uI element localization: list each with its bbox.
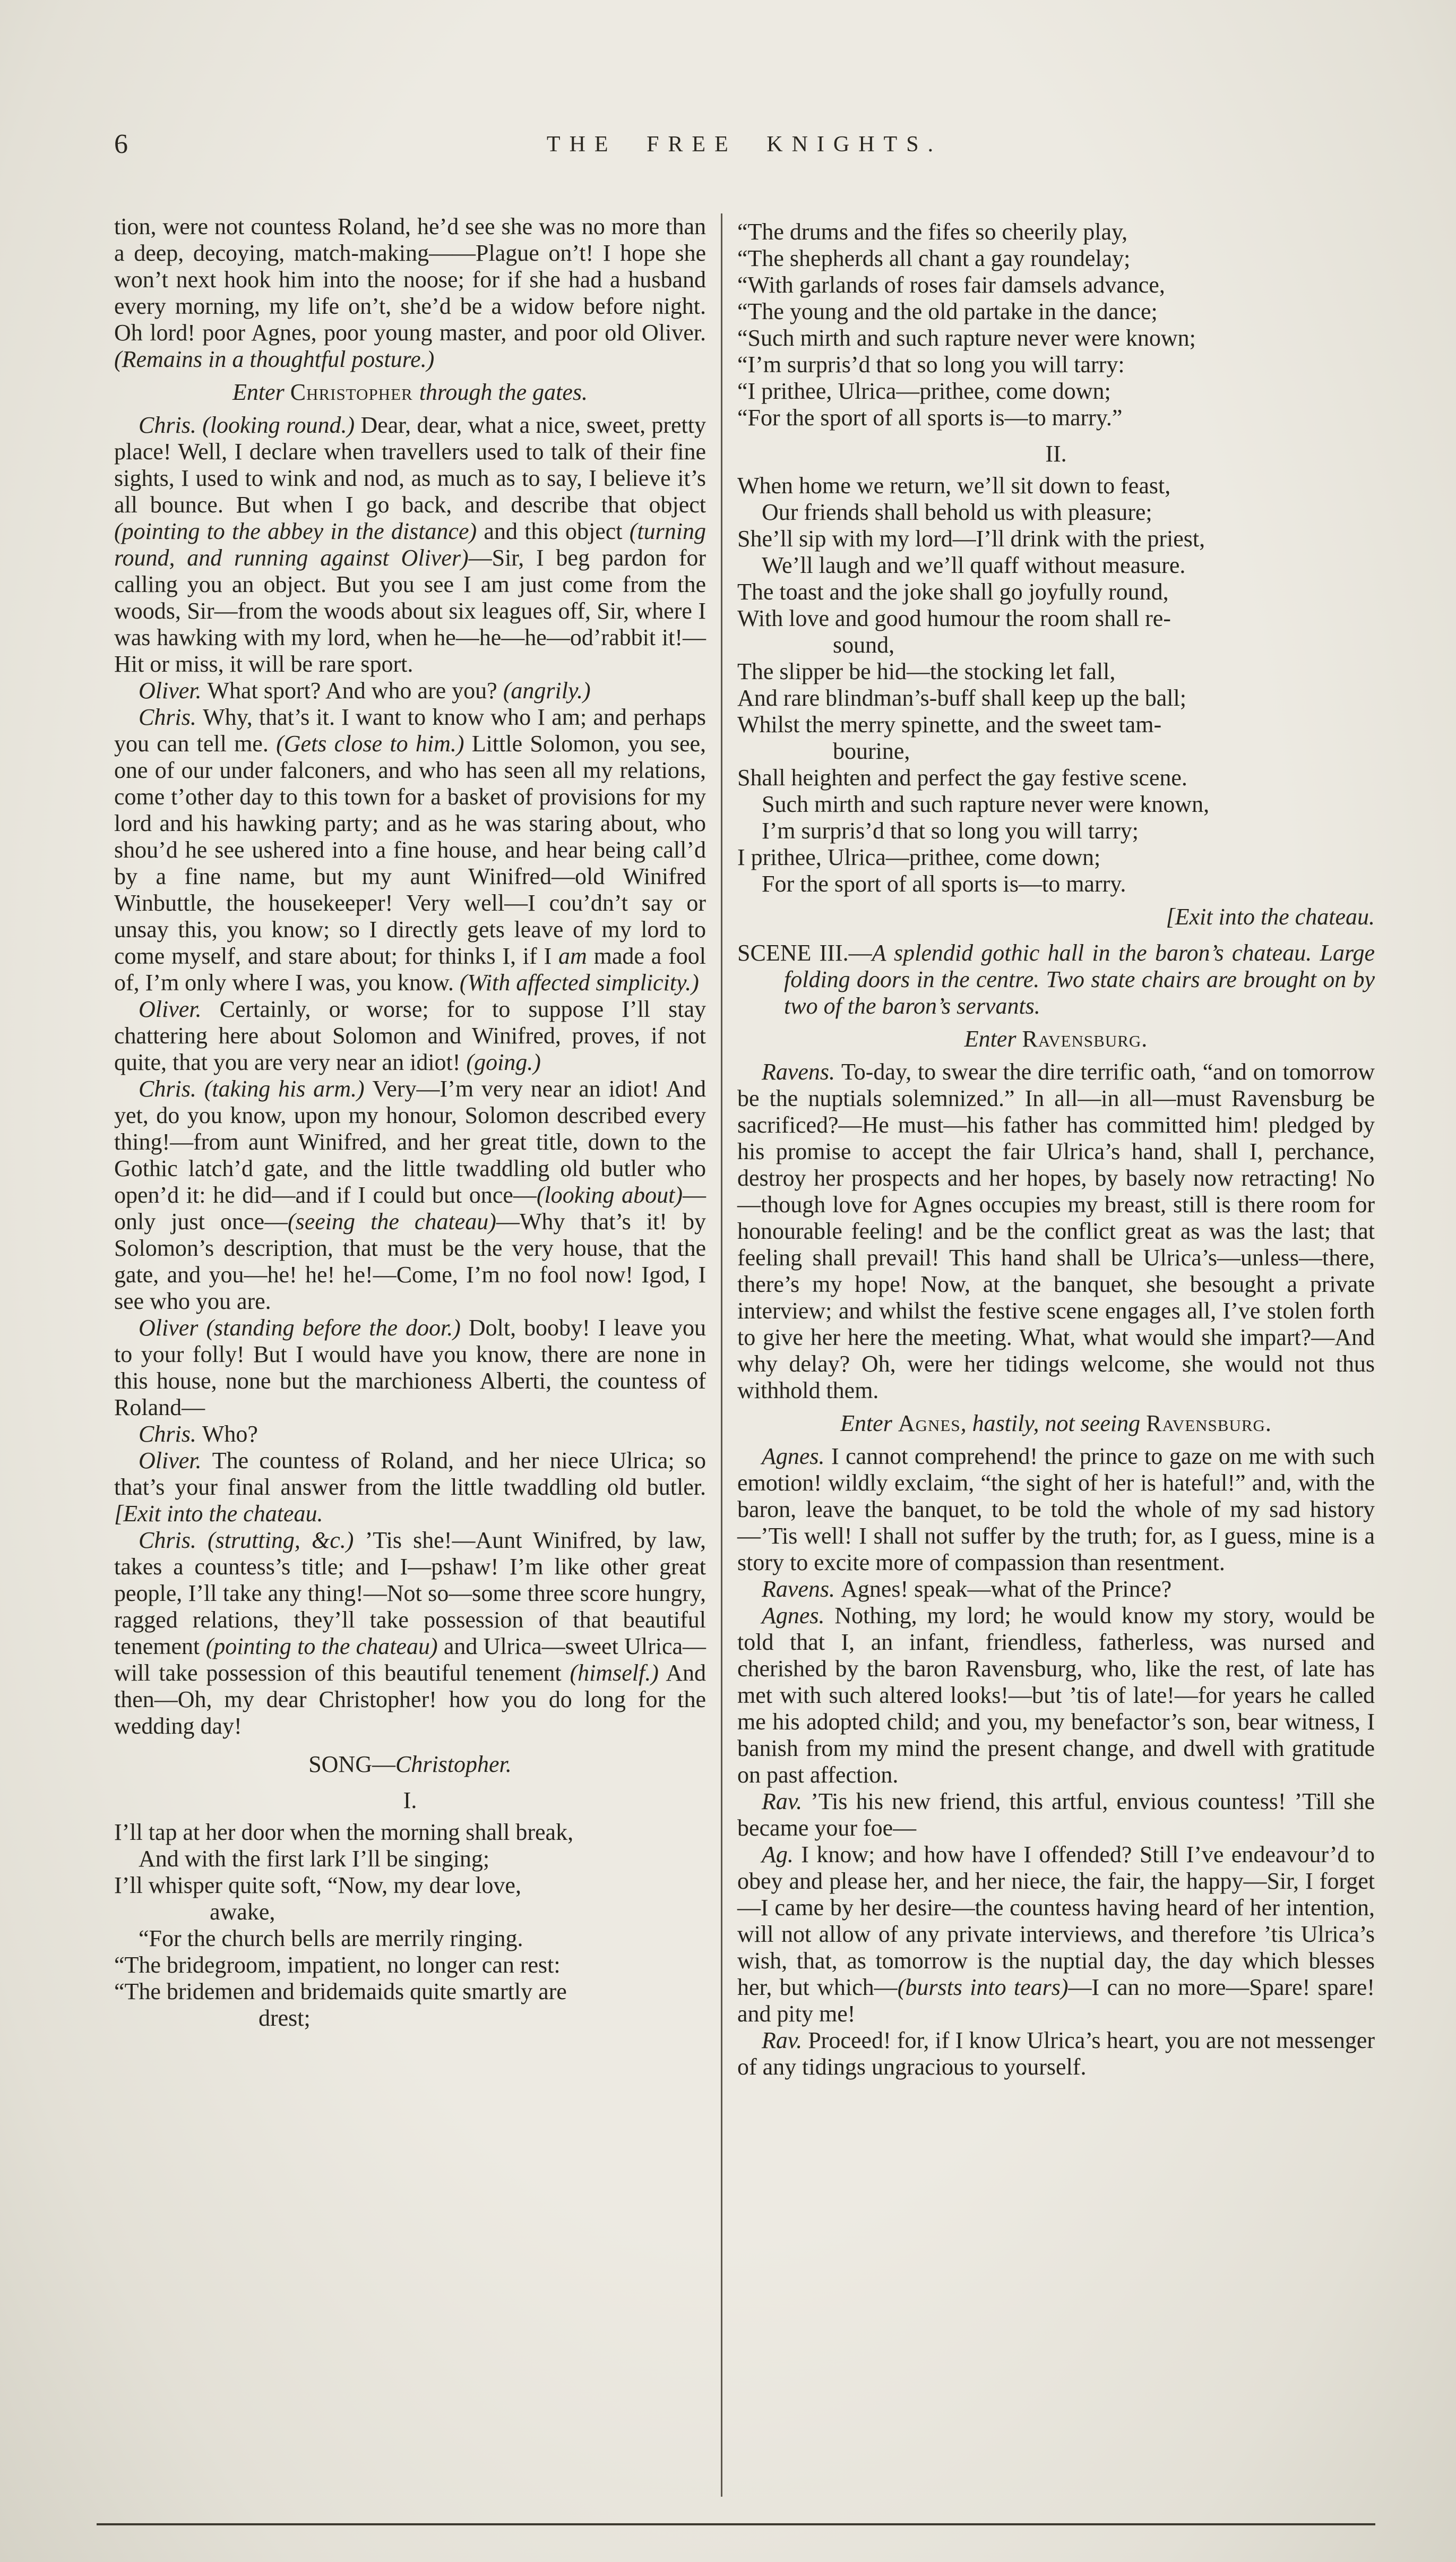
text-run: II.: [1045, 441, 1067, 467]
text-run: What sport? And who are you?: [207, 678, 503, 704]
speech-paragraph: [737, 1603, 1375, 1788]
text-run: Oliver: [139, 1315, 206, 1341]
text-run: Dolt, booby! I leave you to your folly! But I would have you know, there are none in this house, none but the marchioness Alberti, the countess of Roland—: [114, 1315, 707, 1420]
text-run: (seeing the chateau): [287, 1209, 496, 1235]
speech-paragraph: [114, 1076, 706, 1315]
continued-paragraph: [114, 213, 706, 373]
verse-line: “The young and the old partake in the dance;: [737, 298, 1158, 324]
verse-line: I’m surpris’d that so long you will tarry;: [762, 818, 1139, 844]
speech-paragraph: [737, 1059, 1375, 1404]
text-run: Nothing, my lord; he would know my story, would be told that I, an infant, friendless, fatherless, was nursed and cherished by the baron Ravensburg, who, like the rest, of late has met with such altered looks!—but ’tis of late!—for years he called me his adopted child; and you, my benefactor’s son, bear witness, I banish from my mind the present change, and dwell with gratitude on past affection.: [737, 1603, 1375, 1788]
verse-line: Whilst the merry spinette, and the sweet tam-: [737, 712, 1162, 738]
text-run: Chris.: [139, 704, 203, 730]
text-run: I.: [403, 1787, 417, 1813]
text-run: Agnes.: [762, 1603, 835, 1629]
speech-paragraph: [114, 704, 706, 996]
speech-paragraph: [114, 1527, 706, 1740]
text-run: [Exit into the chateau.: [1166, 904, 1375, 930]
speech-paragraph: [114, 1315, 706, 1421]
text-run: (Remains in a thoughtful posture.): [114, 346, 435, 372]
text-run: (going.): [466, 1049, 541, 1075]
text-run: A splendid gothic hall in the baron’s chateau. Large folding doors in the centre. Two state chairs are brought on by two of the baron’s servants.: [784, 940, 1375, 1019]
text-run: Christopher.: [395, 1751, 512, 1777]
text-run: I know; and how have I offended? Still I’ve endeavour’d to obey and please her, and her niece, the fair, the happy—Sir, I forget—I came by her desire—the countess having heard of her intention, will not allow of any private interviews, and therefore ’tis Ulrica’s wish, that, as tomorrow is the nuptial day, the day which blesses her, but which—: [737, 1841, 1375, 2000]
song-verse: [737, 219, 1375, 431]
text-run: (pointing to the chateau): [205, 1633, 438, 1659]
text-run: I cannot comprehend! the prince to gaze on me with such emotion! wildly exclaim, “the sight of her is hateful!” and, with the baron, leave the banquet, to be told the whole of my sad history—’Tis well! I shall not suffer by the truth; for, as I guess, mine is a story to excite more of compassion than resentment.: [737, 1443, 1375, 1575]
page-header: [114, 128, 1375, 166]
verse-line: We’ll laugh and we’ll quaff without measure.: [762, 552, 1186, 578]
text-run: and Ulrica—sweet Ulrica—will take possession of this beautiful tenement: [114, 1633, 707, 1686]
text-run: through the gates.: [419, 379, 588, 405]
stanza-numeral: [737, 441, 1375, 467]
text-run: Enter: [232, 379, 290, 405]
text-run: (Gets close to him.): [276, 731, 472, 757]
speech-paragraph: [114, 678, 706, 704]
text-run: Ravensburg.: [1146, 1410, 1272, 1436]
text-run: —Sir, I beg pardon for calling you an object. But you see I am just come from the woods, Sir—from the woods about six leagues off, Sir, where I was hawking with my lord, when he—he—he—od’rabbit it!—Hit or miss, it will be rare sport.: [114, 545, 706, 677]
text-run: Enter: [840, 1410, 898, 1436]
text-run: Why, that’s it. I want to know who I am; and perhaps you can tell me.: [114, 704, 706, 757]
text-run: Dear, dear, what a nice, sweet, pretty place! Well, I declare when travellers used to talk of their fine sights, I used to wink and nod, as much as to say, I believe it’s all bounce. But when I go back, and describe that object: [114, 412, 706, 518]
text-run: (turning round, and running against Oliver): [114, 518, 707, 571]
verse-line: I’ll whisper quite soft, “Now, my dear love,: [114, 1872, 521, 1898]
text-run: Chris. (strutting, &c.): [139, 1527, 365, 1553]
verse-line: “For the sport of all sports is—to marry.”: [737, 405, 1123, 431]
verse-line: The slipper be hid—the stocking let fall,: [737, 658, 1116, 684]
text-run: Ravens.: [762, 1576, 841, 1602]
text-run: (looking about): [536, 1182, 683, 1208]
stage-direction: [737, 1410, 1375, 1437]
verse-line: I’ll tap at her door when the morning shall break,: [114, 1819, 574, 1845]
speech-paragraph: [737, 1841, 1375, 2027]
text-run: To-day, to swear the dire terrific oath, “and on tomorrow be the nuptials solemnized.” In all—in all—must Ravensburg be sacrificed?—He must—his father has committed him! pledged by his promise to accept the fair Ulrica’s hand, shall I, perchance, destroy her prospects and her hopes, by basely now retracting! No—though love for Agnes occupies my breast, still is there room for honourable feeling! and be the conflict great as was the last; that feeling shall prevail! This hand shall be Ulrica’s—unless—there, there’s my hope! Now, at the banquet, she besought a private interview; and whilst the festive scene engages all, I’ve stolen forth to give her here the meeting. What, what would she impart?—And why delay? Oh, were her tidings welcome, she would not thus withhold them.: [737, 1059, 1375, 1403]
song-heading: [114, 1751, 706, 1778]
text-run: SCENE III.—: [737, 940, 872, 966]
text-run: SONG—: [308, 1751, 395, 1777]
stanza-numeral: [114, 1787, 706, 1814]
exit-direction: [737, 904, 1375, 930]
text-run: [Exit into the chateau.: [114, 1501, 323, 1527]
verse-line: For the sport of all sports is—to marry.: [762, 871, 1126, 897]
text-run: Rav.: [762, 2027, 808, 2053]
speech-paragraph: [737, 2027, 1375, 2080]
verse-line: Our friends shall behold us with pleasure;: [762, 499, 1152, 525]
text-run: am: [558, 943, 587, 969]
text-run: Rav.: [762, 1788, 811, 1814]
text-run: Ravensburg.: [1022, 1026, 1148, 1052]
text-run: Agnes.: [762, 1443, 832, 1469]
text-run: ’Tis his new friend, this artful, envious countess! ’Till she became your foe—: [737, 1788, 1375, 1841]
text-run: Oliver.: [139, 996, 220, 1022]
verse-line: And with the first lark I’ll be singing;: [139, 1846, 490, 1872]
text-run: Christopher: [290, 379, 419, 405]
text-run: Oliver.: [139, 1447, 212, 1473]
bottom-rule: [97, 2523, 1375, 2525]
stage-direction: [114, 379, 706, 406]
text-run: made a fool of, I’m only where I was, you know.: [114, 943, 706, 996]
verse-line: “I prithee, Ulrica—prithee, come down;: [737, 378, 1111, 404]
text-run: (angrily.): [503, 678, 591, 704]
text-run: Agnes: [898, 1410, 961, 1436]
text-run: (himself.): [570, 1660, 659, 1686]
text-run: , hastily, not seeing: [960, 1410, 1147, 1436]
text-run: Oliver.: [139, 678, 208, 704]
text-run: Little Solomon, you see, one of our under falconers, and who has seen all my relations, come t’other day to this town for a basket of provisions for my lord and his hawking party; and as he was staring about, who shou’d he see ushered into a fine house, and hear being call’d by a fine name, but my aunt Winifred—old Winifred Winbuttle, the housekeeper! Very well—I cou’dn’t say or unsay this, you know; so I directly gets leave of my lord to come myself, and stare about; for thinks I, if I: [114, 731, 707, 969]
text-run: Very—I’m very near an idiot! And yet, do you know, upon my honour, Solomon described every thing!—from aunt Winifred, and her great title, down to the Gothic latch’d gate, and the little twaddling old butler who open’d it: he did—and if I could but once—: [114, 1076, 706, 1208]
speech-paragraph: [114, 1421, 706, 1447]
verse-line: When home we return, we’ll sit down to feast,: [737, 473, 1171, 499]
text-run: Ag.: [762, 1841, 802, 1867]
stage-direction: [737, 1026, 1375, 1052]
verse-line: “For the church bells are merrily ringing.: [139, 1925, 523, 1951]
text-run: ’Tis she!—Aunt Winifred, by law, takes a countess’s title; and I—pshaw! I’m like other great people, I’ll take any thing!—Not so—some three score hungry, ragged relations, they’ll take possession of that beautiful tenement: [114, 1527, 706, 1659]
verse-line: drest;: [259, 2005, 311, 2031]
verse-line: With love and good humour the room shall re-: [737, 605, 1171, 631]
text-run: —only just once—: [114, 1182, 706, 1235]
text-run: Ravens.: [762, 1059, 841, 1085]
verse-line: The toast and the joke shall go joyfully round,: [737, 579, 1169, 605]
speech-paragraph: [737, 1788, 1375, 1841]
verse-line: She’ll sip with my lord—I’ll drink with the priest,: [737, 526, 1205, 552]
text-run: Chris. (taking his arm.): [139, 1076, 373, 1102]
verse-line: Such mirth and such rapture never were known,: [762, 791, 1210, 817]
left-column: [114, 213, 706, 2497]
speech-paragraph: [114, 412, 706, 678]
text-run: Chris. (looking round.): [139, 412, 361, 438]
verse-line: “The bridegroom, impatient, no longer can rest:: [114, 1952, 561, 1978]
text-run: —I can no more—Spare! spare! and pity me!: [737, 1974, 1375, 2027]
speech-paragraph: [114, 996, 706, 1076]
right-column: [737, 213, 1375, 2497]
verse-line: And rare blindman’s-buff shall keep up the ball;: [737, 685, 1186, 711]
text-run: The countess of Roland, and her niece Ulrica; so that’s your final answer from the little twaddling old butler.: [114, 1447, 706, 1500]
text-run: tion, were not countess Roland, he’d see she was no more than a deep, decoying, match-making——Plague on’t! I hope she won’t next hook him into the noose; for if she had a husband every morning, my life on’t, she’d be a widow before night. Oh lord! poor Agnes, poor young master, and poor old Oliver.: [114, 213, 706, 346]
text-block: [114, 213, 1375, 2497]
running-title: THE FREE KNIGHTS.: [546, 132, 943, 157]
verse-line: “With garlands of roses fair damsels advance,: [737, 272, 1165, 298]
verse-line: “Such mirth and such rapture never were known;: [737, 325, 1196, 351]
speech-paragraph: [737, 1576, 1375, 1603]
page-number: 6: [114, 129, 128, 159]
verse-line: “The drums and the fifes so cheerily play,: [737, 219, 1128, 245]
verse-line: sound,: [833, 632, 895, 658]
text-run: Agnes! speak—what of the Prince?: [841, 1576, 1172, 1602]
speech-paragraph: [114, 1447, 706, 1527]
verse-line: bourine,: [833, 738, 910, 764]
text-run: Certainly, or worse; for to suppose I’ll stay chattering here about Solomon and Winifred, proves, if not quite, that you are very near an idiot!: [114, 996, 706, 1075]
text-run: (pointing to the abbey in the distance): [114, 518, 477, 544]
text-run: Enter: [964, 1026, 1022, 1052]
verse-line: “I’m surpris’d that so long you will tarry:: [737, 352, 1125, 378]
song-verse: [737, 473, 1375, 897]
text-run: (standing before the door.): [206, 1315, 469, 1341]
text-run: Chris.: [139, 1421, 202, 1447]
verse-line: awake,: [210, 1899, 275, 1925]
scene-heading: [737, 940, 1375, 1019]
text-run: And then—Oh, my dear Christopher! how you do long for the wedding day!: [114, 1660, 706, 1739]
text-run: (bursts into tears): [897, 1974, 1069, 2000]
verse-line: I prithee, Ulrica—prithee, come down;: [737, 844, 1101, 870]
text-run: Proceed! for, if I know Ulrica’s heart, you are not messenger of any tidings ungracious to yourself.: [737, 2027, 1375, 2080]
verse-line: Shall heighten and perfect the gay festive scene.: [737, 765, 1187, 791]
text-run: Who?: [202, 1421, 258, 1447]
speech-paragraph: [737, 1443, 1375, 1576]
verse-line: “The shepherds all chant a gay roundelay;: [737, 245, 1131, 271]
text-run: —Why that’s it! by Solomon’s description, that must be the very house, that the gate, and you—he! he! he!—Come, I’m no fool now! Igod, I see who you are.: [114, 1209, 706, 1314]
text-run: and this object: [477, 518, 630, 544]
song-verse: [114, 1819, 706, 2032]
text-run: (With affected simplicity.): [459, 970, 699, 996]
verse-line: “The bridemen and bridemaids quite smartly are: [114, 1978, 567, 2004]
column-divider: [721, 213, 722, 2497]
